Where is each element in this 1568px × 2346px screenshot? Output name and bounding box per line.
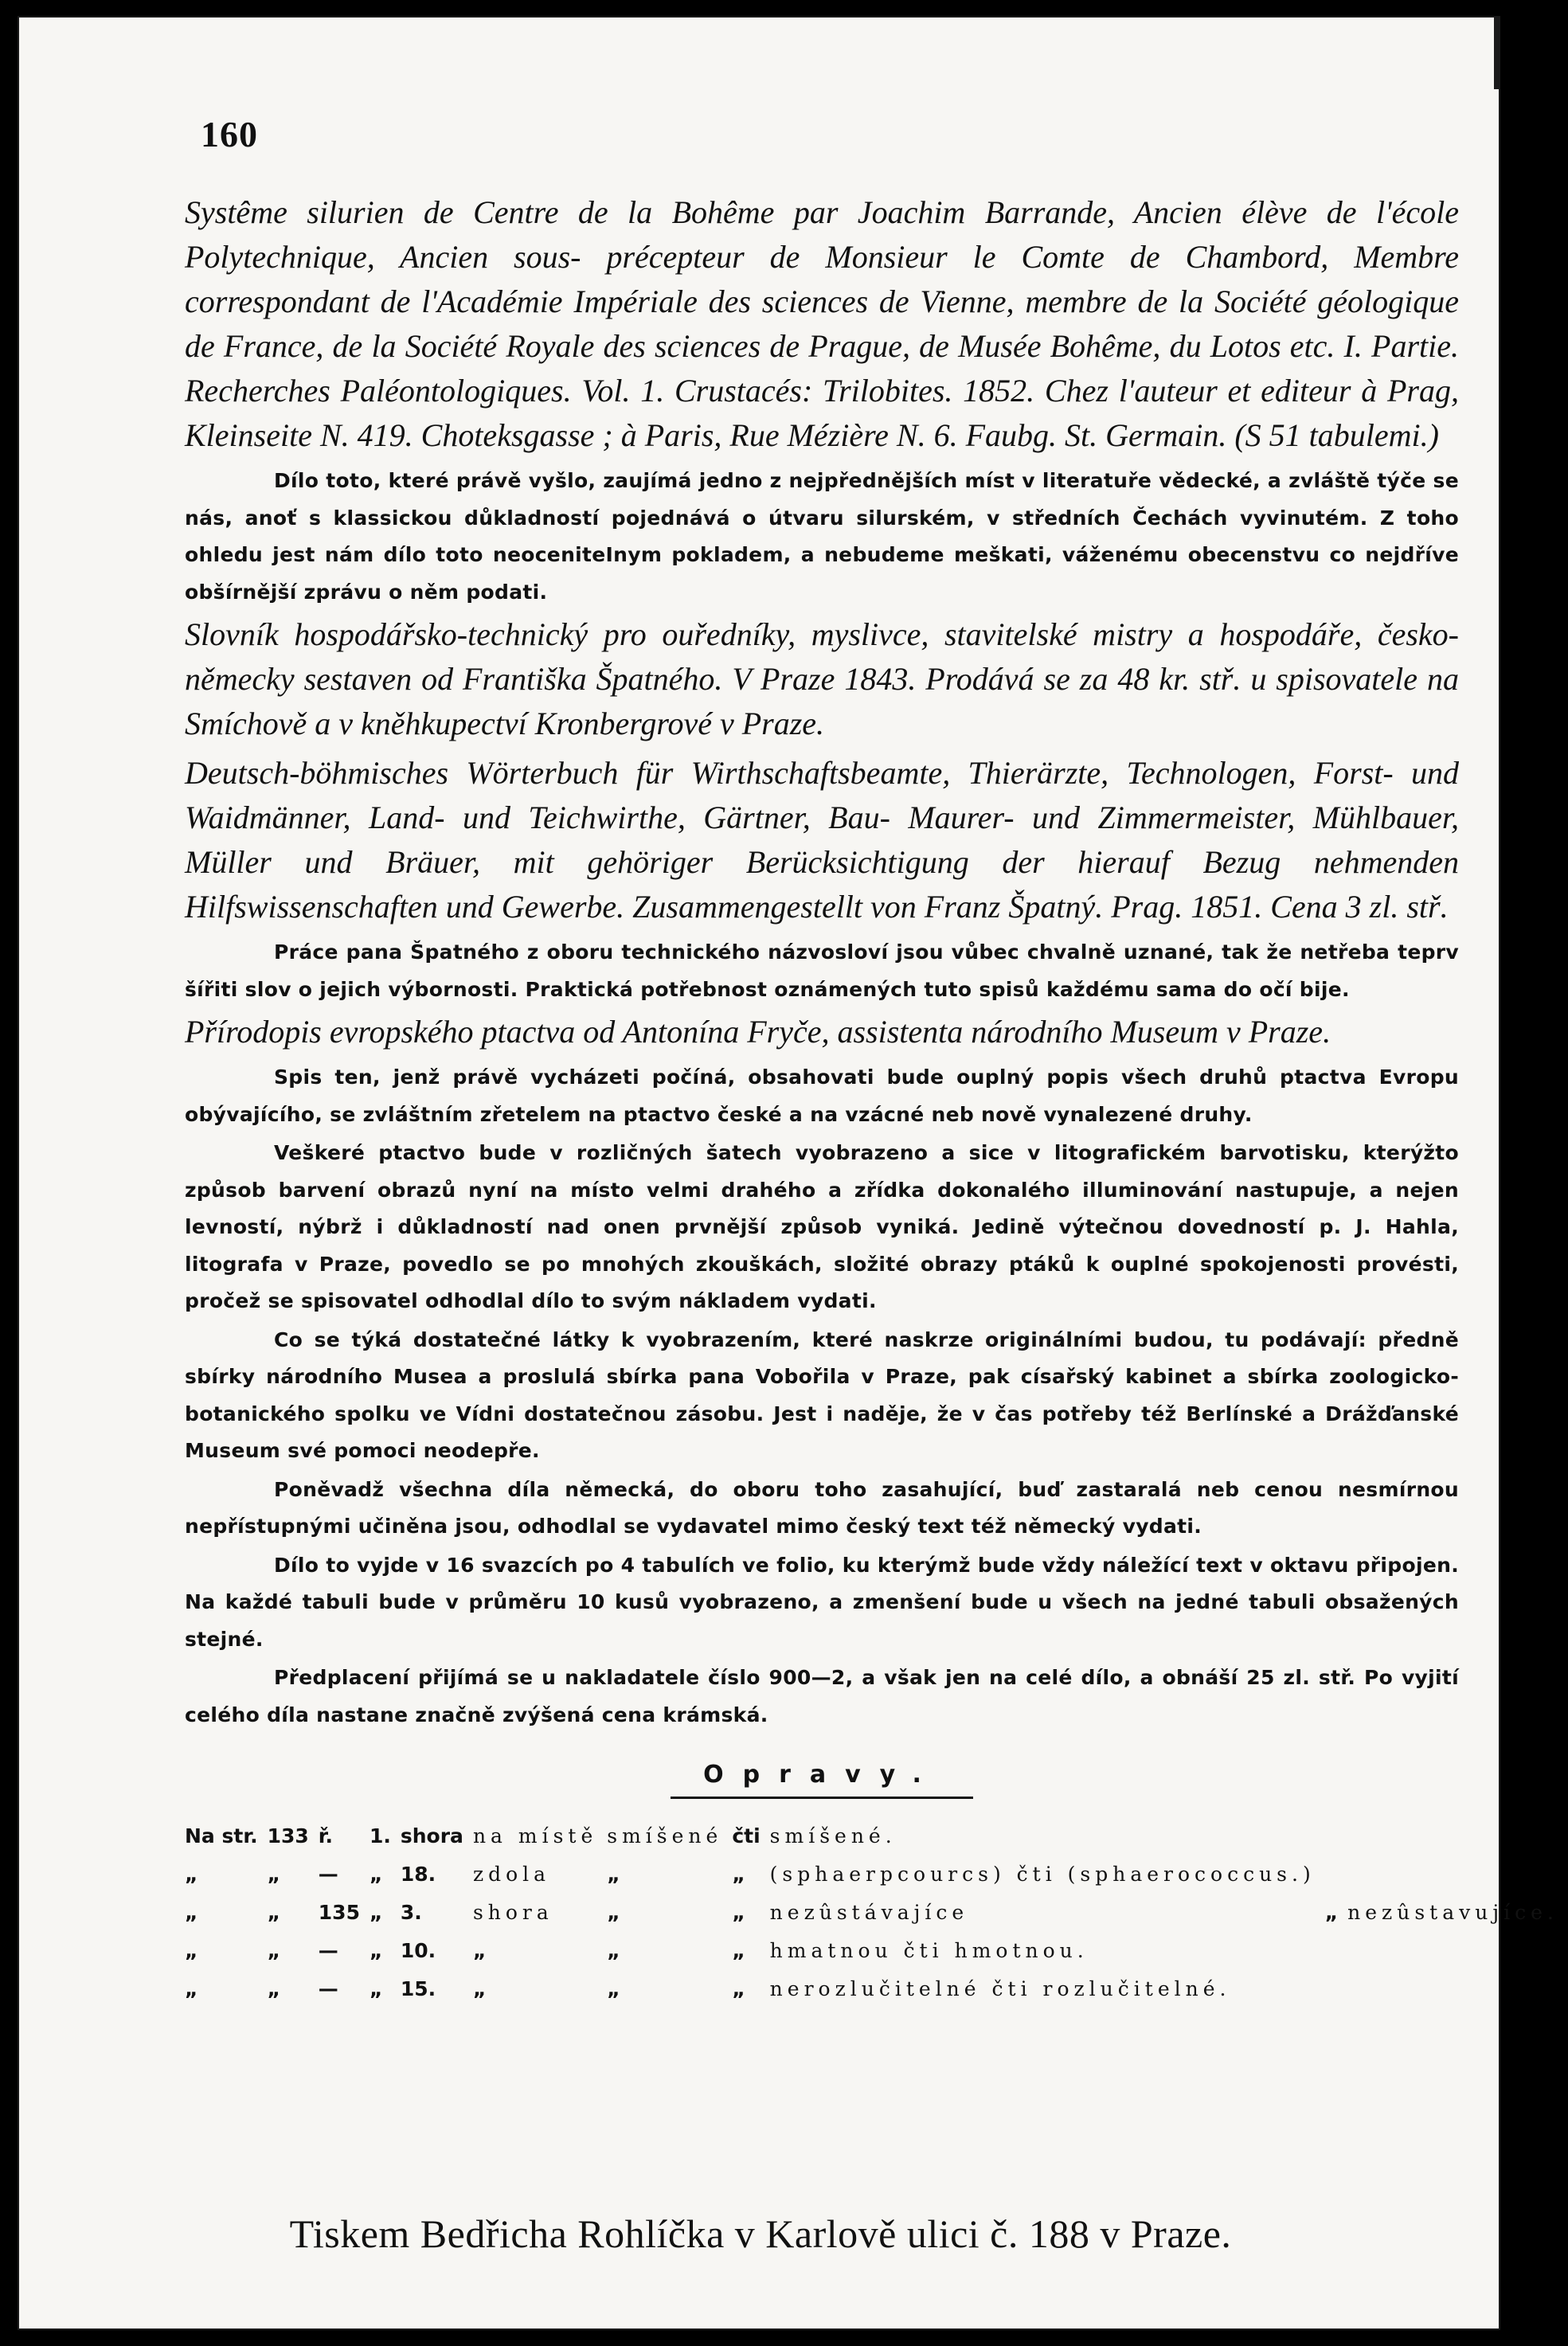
- errata-cell: shora: [400, 1824, 463, 1847]
- errata-row: [185, 1893, 1568, 1931]
- listing-slovnik: Slovník hospodářsko-technický pro ouředníky, myslivce, stavitelské mistry a hospodáře, česko-německy sestaven od Františka Špatného. V Praze 1843. Prodává se za 48 kr. stř. u spisovatele na Smíchově a v kněhkupectví Kronbergrové v Praze.: [185, 616, 1459, 741]
- errata-cell: „: [1324, 1900, 1339, 1924]
- page-edge-mark: [1494, 18, 1499, 89]
- errata-row: [185, 1931, 1568, 1969]
- errata-cell: „: [607, 1862, 620, 1886]
- errata-cell: „: [185, 1900, 198, 1924]
- errata-cell: na místě: [472, 1824, 598, 1847]
- listing-worterbuch: Deutsch-böhmisches Wörterbuch für Wirthschaftsbeamte, Thierärzte, Technologen, Forst- und Waidmänner, Land- und Teichwirthe, Gärtner, Bau- Maurer- und Zimmermeister, Mühlbauer, Müller und Bräuer, mit gehöriger Berücksichtigung der hierauf Bezug nehmenden Hilfswissenschaften und Gewerbe. Zusammengestellt von Franz Špatný. Prag. 1851. Cena 3 zl. stř.: [185, 755, 1459, 925]
- errata-cell: „: [369, 1938, 383, 1962]
- errata-cell: smíšené: [607, 1824, 723, 1847]
- errata-cell: „: [369, 1900, 383, 1924]
- errata-cell: hmatnou čti hmotnou.: [769, 1938, 1089, 1962]
- errata-cell: shora: [472, 1900, 553, 1924]
- review-barrande: Dílo toto, které právě vyšlo, zaujímá jedno z nejpřednějších míst v literatuře vědecké, a zvláště týče se nás, anoť s klassickou důkladností pojednává o útvaru silurském, v středních Čechách vyvinutém. Z toho ohledu jest nám dílo toto neoceniteInym pokladem, a nebudeme meškati, váženému obecenstvu co nejdříve obšírnější zprávu o něm podati.: [185, 469, 1459, 604]
- page-number: 160: [201, 114, 258, 154]
- errata-cell: —: [318, 1862, 338, 1886]
- errata-cell: „: [607, 1977, 620, 2000]
- errata-cell: „: [732, 1938, 745, 1962]
- errata-cell: 1.: [369, 1824, 391, 1847]
- errata-cell: 15.: [400, 1977, 436, 2000]
- errata-cell: „: [472, 1977, 487, 2000]
- errata-row: [185, 1969, 1568, 2008]
- errata-divider: [671, 1797, 973, 1799]
- errata-cell: 3.: [400, 1900, 422, 1924]
- errata-cell: „: [267, 1977, 281, 2000]
- review-prirodopis-1: Spis ten, jenž právě vycházeti počíná, obsahovati bude ouplný popis všech druhů ptactva Evropu obývajícího, se zvláštním zřetelem na ptactvo české a na vzácné neb nově vynalezené druhy.: [185, 1065, 1459, 1126]
- errata-cell: (sphaerpcourcs) čti (sphaerococcus.): [769, 1862, 1316, 1886]
- errata-row: [185, 1855, 1568, 1893]
- scanned-page: [18, 16, 1558, 2330]
- errata-cell: „: [732, 1862, 745, 1886]
- errata-row: [185, 1816, 1568, 1855]
- errata-cell: 135: [318, 1900, 360, 1924]
- errata-cell: „: [607, 1938, 620, 1962]
- listing-barrande: Systême silurien de Centre de la Bohême par Joachim Barrande, Ancien élève de l'école Polytechnique, Ancien sous- précepteur de Monsieur le Comte de Chambord, Membre correspondant de l'Académie Impériale des sciences de Vienne, membre de la Société géologique de France, de la Société Royale des sciences de Prague, de Musée Bohême, du Lotos etc. I. Partie. Recherches Paléontologiques. Vol. 1. Crustacés: Trilobites. 1852. Chez l'auteur et editeur à Prag, Kleinseite N. 419. Choteksgasse ; à Paris, Rue Mézière N. 6. Faubg. St. Germain. (S 51 tabulemi.): [185, 194, 1459, 453]
- errata-cell: zdola: [472, 1862, 551, 1886]
- review-prirodopis-2: Veškeré ptactvo bude v rozličných šatech vyobrazeno a sice v litografickém barvotisku, kterýžto způsob barvení obrazů nyní na místo velmi drahého a zřídka dokonalého illuminování nastupuje, a nejen levností, nýbrž i důkladností nad onen prvnější způsob vyniká. Jedině výtečnou dovedností p. J. Hahla, litografa v Praze, povedlo se po mnohých zkouškách, složité obrazy ptáků k ouplné spokojenosti provésti, pročež se spisovatel odhodlal dílo to svým nákladem vydati.: [185, 1141, 1459, 1312]
- review-prirodopis-5: Dílo to vyjde v 16 svazcích po 4 tabulích ve folio, ku kterýmž bude vždy náležící text v oktavu připojen. Na každé tabuli bude v průměru 10 kusů vyobrazeno, a zmenšení bude u všech na jedné tabuli obsažených stejné.: [185, 1553, 1459, 1651]
- errata-cell: nezûstávajíce: [769, 1900, 969, 1924]
- errata-cell: „: [267, 1862, 281, 1886]
- errata-cell: „: [732, 1977, 745, 2000]
- errata-cell: „: [185, 1862, 198, 1886]
- errata-cell: Na str.: [185, 1824, 258, 1847]
- errata-cell: 10.: [400, 1938, 436, 1962]
- errata-cell: —: [318, 1977, 338, 2000]
- review-prirodopis-4: Poněvadž všechna díla německá, do oboru toho zasahující, buď zastaralá neb cenou nesmírnou nepřístupnými učiněna jsou, odhodlal se vydavatel mimo český text též německý vydati.: [185, 1477, 1459, 1538]
- errata-cell: smíšené.: [769, 1824, 897, 1847]
- review-prirodopis-3: Co se týká dostatečné látky k vyobrazením, které naskrze originálními budou, tu podávají: předně sbírky národního Musea a proslulá sbírka pana Vobořila v Praze, pak císařský kabinet a sbírka zoologicko-botanického spolku ve Vídni dostatečnou zásobu. Jest i naděje, že v čas potřeby též Berlínské a Drážďanské Museum své pomoci neodepře.: [185, 1327, 1459, 1462]
- errata-cell: „: [732, 1900, 745, 1924]
- printer-imprint: Tiskem Bedřicha Rohlíčka v Karlově ulici č. 188 v Praze.: [289, 2211, 1232, 2256]
- errata-cell: „: [472, 1938, 487, 1962]
- review-prirodopis-6: Předplacení přijímá se u nakladatele číslo 900—2, a však jen na celé dílo, a obnáší 25 zl. stř. Po vyjití celého díla nastane značně zvýšená cena krámská.: [185, 1666, 1459, 1726]
- errata-cell: nerozlučitelné čti rozlučitelné.: [769, 1977, 1231, 2000]
- errata-cell: 18.: [400, 1862, 436, 1886]
- errata-cell: „: [185, 1977, 198, 2000]
- page-content: [185, 113, 1558, 2008]
- listing-prirodopis: Přírodopis evropského ptactva od Antonína Fryče, assistenta národního Museum v Praze.: [185, 1014, 1331, 1050]
- errata-cell: —: [318, 1938, 338, 1962]
- errata-title: Opravy.: [703, 1761, 940, 1789]
- errata-cell: nezûstavujíce.: [1347, 1900, 1558, 1924]
- errata-cell: ř.: [318, 1824, 334, 1847]
- errata-cell: „: [369, 1862, 383, 1886]
- errata-table: [185, 1816, 1568, 2008]
- errata-cell: „: [607, 1900, 620, 1924]
- errata-cell: „: [369, 1977, 383, 2000]
- errata-cell: čti: [732, 1824, 761, 1847]
- review-spatny: Práce pana Špatného z oboru technického názvosloví jsou vůbec chvalně uznané, tak že netřeba teprv šířiti slov o jejich výbornosti. Praktická potřebnost oznámených tuto spisů každému sama do očí bije.: [185, 940, 1459, 1001]
- errata-cell: „: [185, 1938, 198, 1962]
- errata-cell: 133: [267, 1824, 309, 1847]
- errata-cell: „: [267, 1900, 281, 1924]
- errata-cell: „: [267, 1938, 281, 1962]
